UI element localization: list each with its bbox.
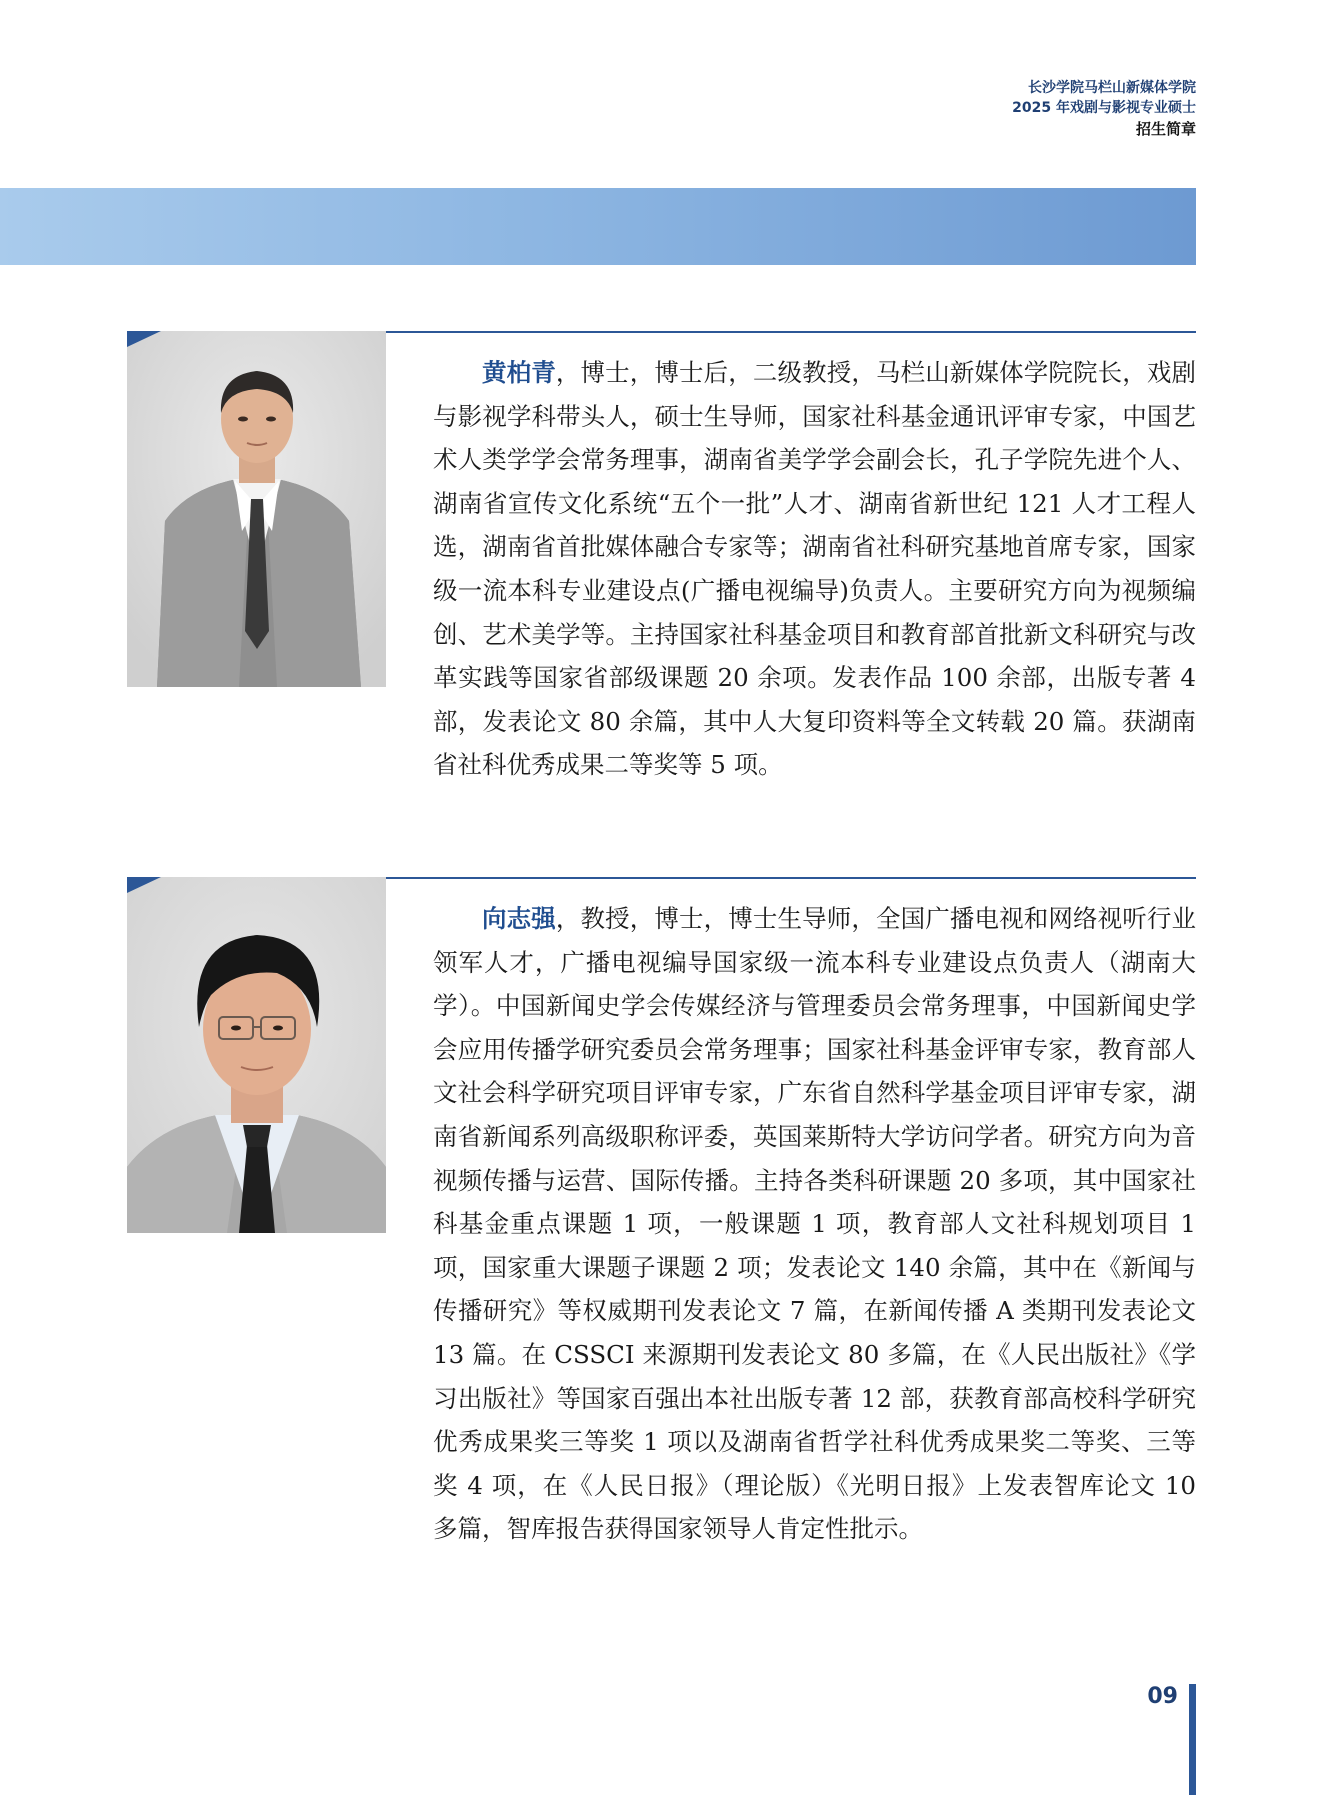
profile-card-1 (127, 331, 1196, 831)
portrait-1-image (127, 331, 386, 687)
portrait-2-image (127, 877, 386, 1233)
portrait-photo (127, 877, 386, 1233)
profile-corner-tab (127, 331, 161, 347)
profile-bio-text: ，博士，博士后，二级教授，马栏山新媒体学院院长，戏剧与影视学科带头人，硕士生导师，国家社科基金通讯评审专家，中国艺术人类学学会常务理事，湖南省美学学会副会长，孔子学院先进个人、湖南省宣传文化系统“五个一批”人才、湖南省新世纪 121 人才工程人选，湖南省首批媒体融合专家等；湖南省社科研究基地首席专家，国家级一流本科专业建设点(广播电视编导)负责人。主要研究方向为视频编创、艺术美学等。主持国家社科基金项目和教育部首批新文科研究与改革实践等国家省部级课题 20 余项。发表作品 100 余部，出版专著 4 部，发表论文 80 余篇，其中人大复印资料等全文转载 20 篇。获湖南省社科优秀成果二等奖等 5 项。 (433, 358, 1196, 780)
section-banner (0, 188, 1196, 265)
page-header (1012, 78, 1196, 139)
profile-card-2 (127, 877, 1196, 1617)
page-number: 09 (1147, 1684, 1178, 1709)
profile-corner-tab (127, 877, 161, 893)
profile-bio-text: ，教授，博士，博士生导师，全国广播电视和网络视听行业领军人才，广播电视编导国家级一流本科专业建设点负责人（湖南大学）。中国新闻史学会传媒经济与管理委员会常务理事，中国新闻史学会应用传播学研究委员会常务理事；国家社科基金评审专家，教育部人文社会科学研究项目评审专家，广东省自然科学基金项目评审专家，湖南省新闻系列高级职称评委，英国莱斯特大学访问学者。研究方向为音视频传播与运营、国际传播。主持各类科研课题 20 多项，其中国家社科基金重点课题 1 项，一般课题 1 项，教育部人文社科规划项目 1 项，国家重大课题子课题 2 项；发表论文 140 余篇，其中在《新闻与传播研究》等权威期刊发表论文 7 篇，在新闻传播 A 类期刊发表论文 13 篇。在 CSSCI 来源期刊发表论文 80 多篇，在《人民出版社》《学习出版社》等国家百强出本社出版专著 12 部，获教育部高校科学研究优秀成果奖三等奖 1 项以及湖南省哲学社科优秀成果奖二等奖、三等奖 4 项，在《人民日报》（理论版）《光明日报》上发表智库论文 10 多篇，智库报告获得国家领导人肯定性批示。 (433, 904, 1196, 1544)
header-program: 2025 年戏剧与影视专业硕士 (1012, 100, 1196, 116)
profile-name: 向志强 (482, 904, 556, 933)
profile-bio (433, 897, 1196, 1551)
page-number-bar (1189, 1684, 1196, 1795)
profile-name: 黄柏青 (482, 358, 556, 387)
header-doc-title: 招生简章 (1135, 120, 1196, 138)
portrait-photo (127, 331, 386, 687)
header-institution: 长沙学院马栏山新媒体学院 (1028, 80, 1196, 96)
profile-bio (433, 351, 1196, 787)
